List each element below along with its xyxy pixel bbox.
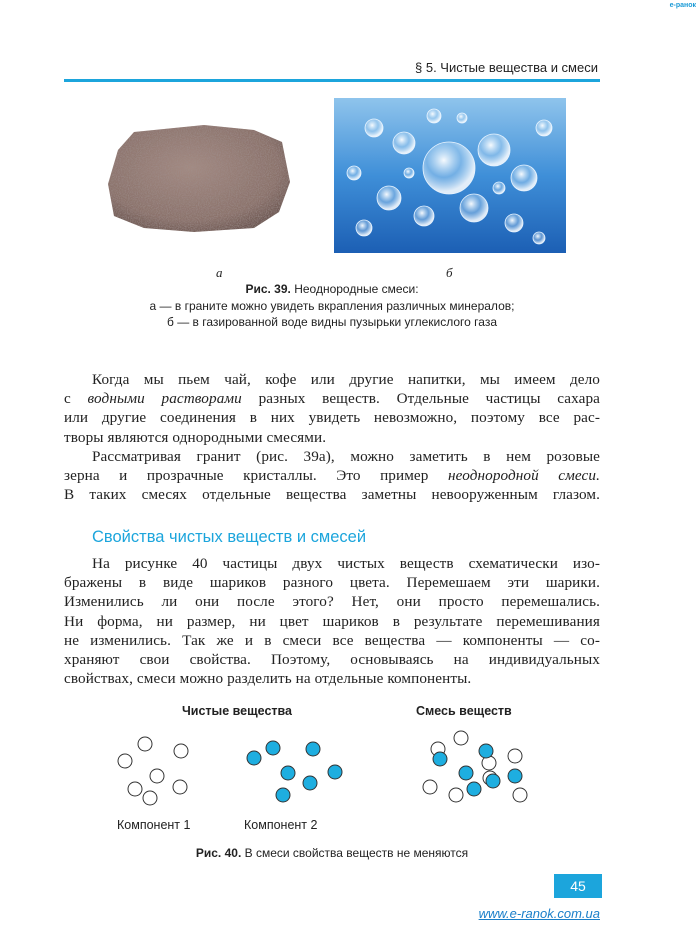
figure-label-a: а xyxy=(216,265,223,280)
white-particle xyxy=(449,788,463,802)
paragraph-properties xyxy=(92,554,600,573)
paragraph-solutions-cont xyxy=(64,389,600,447)
blue-particle xyxy=(508,769,522,783)
white-particle xyxy=(143,791,157,805)
text-run: с xyxy=(64,390,71,407)
term-aqueous-solutions: водными растворами xyxy=(87,390,242,407)
running-head: § 5. Чистые вещества и смеси xyxy=(415,60,598,75)
caption-line-b: б — в газированной воде видны пузырьки углекислого газа xyxy=(167,315,497,329)
caption-line-a: а — в граните можно увидеть вкрапления различных минералов; xyxy=(149,298,515,313)
white-particle xyxy=(513,788,527,802)
caption-text: В смеси свойства веществ не меняются xyxy=(244,846,469,860)
blue-particle xyxy=(276,788,290,802)
component-1-label: Компонент 1 xyxy=(117,818,191,832)
soda-bubbles-image xyxy=(334,98,566,253)
white-particle xyxy=(454,731,468,745)
text-line: не изменились. Так же и в смеси все вещества — компоненты — со- xyxy=(64,631,600,649)
granite-image xyxy=(104,122,296,234)
header-rule xyxy=(64,79,600,82)
paragraph-granite xyxy=(92,447,600,466)
diagram-title-pure: Чистые вещества xyxy=(182,704,292,718)
blue-particle xyxy=(266,741,280,755)
mixture-particles xyxy=(423,731,527,802)
particles-diagram xyxy=(100,728,560,813)
component-2-particles xyxy=(247,741,342,802)
text-line: Когда мы пьем чай, кофе или другие напитки, мы имеем дело xyxy=(92,371,600,388)
diagram-title-mixture: Смесь веществ xyxy=(416,704,512,718)
white-particle xyxy=(173,780,187,794)
text-line xyxy=(64,466,600,485)
white-particle xyxy=(150,769,164,783)
text-run: разных веществ. Отдельные частицы сахара xyxy=(258,390,600,407)
figure-40-caption xyxy=(64,845,600,862)
text-line: Ни форма, ни размер, ни цвет шариков в результате перемешивания xyxy=(64,612,600,630)
text-line: свойствах, смеси можно разделить на отдельные компоненты. xyxy=(64,670,472,688)
white-particle xyxy=(128,782,142,796)
text-line: На рисунке 40 частицы двух чистых веществ схематически изо- xyxy=(92,555,600,572)
publisher-logo: e-ранок xyxy=(669,2,696,9)
component-2-label: Компонент 2 xyxy=(244,818,318,832)
website-link[interactable]: www.e-ranok.com.ua xyxy=(478,906,600,921)
page-number: 45 xyxy=(554,874,602,898)
figure-39-caption xyxy=(64,281,600,331)
text-line: храняют свои свойства. Поэтому, основываясь на индивидуальных xyxy=(64,651,600,669)
blue-particle xyxy=(306,742,320,756)
text-line: Рассматривая гранит (рис. 39а), можно заметить в нем розовые xyxy=(92,448,600,465)
text-line: творы являются однородными смесями. xyxy=(64,428,327,446)
white-particle xyxy=(138,737,152,751)
blue-particle xyxy=(467,782,481,796)
white-particle xyxy=(174,744,188,758)
caption-prefix: Рис. 39. xyxy=(245,282,291,296)
white-particle xyxy=(118,754,132,768)
paragraph-solutions xyxy=(92,370,600,389)
text-line xyxy=(64,389,600,408)
text-run: зерна и прозрачные кристаллы. Это пример xyxy=(64,467,429,484)
figure-label-b: б xyxy=(446,265,453,280)
section-heading: Свойства чистых веществ и смесей xyxy=(92,528,367,546)
component-1-particles xyxy=(118,737,188,805)
text-line: бражены в виде шариков разного цвета. Перемешаем эти шарики. xyxy=(64,574,600,591)
text-line: или другие соединения в них увидеть невозможно, поэтому все рас- xyxy=(64,409,600,427)
blue-particle xyxy=(303,776,317,790)
white-particle xyxy=(423,780,437,794)
caption-prefix: Рис. 40. xyxy=(195,846,242,860)
paragraph-properties-cont xyxy=(64,573,600,689)
blue-particle xyxy=(328,765,342,779)
term-heterogeneous-mixture: неоднородной смеси. xyxy=(447,467,600,484)
blue-particle xyxy=(247,751,261,765)
text-line: Изменились ли они после этого? Нет, они просто перемешались. xyxy=(64,593,600,611)
blue-particle xyxy=(459,766,473,780)
blue-particle xyxy=(433,752,447,766)
blue-particle xyxy=(486,774,500,788)
blue-particle xyxy=(479,744,493,758)
caption-title: Неоднородные смеси: xyxy=(294,282,419,296)
text-line: В таких смесях отдельные вещества заметны невооруженным глазом. xyxy=(64,486,600,504)
paragraph-granite-cont xyxy=(64,466,600,505)
blue-particle xyxy=(281,766,295,780)
white-particle xyxy=(508,749,522,763)
